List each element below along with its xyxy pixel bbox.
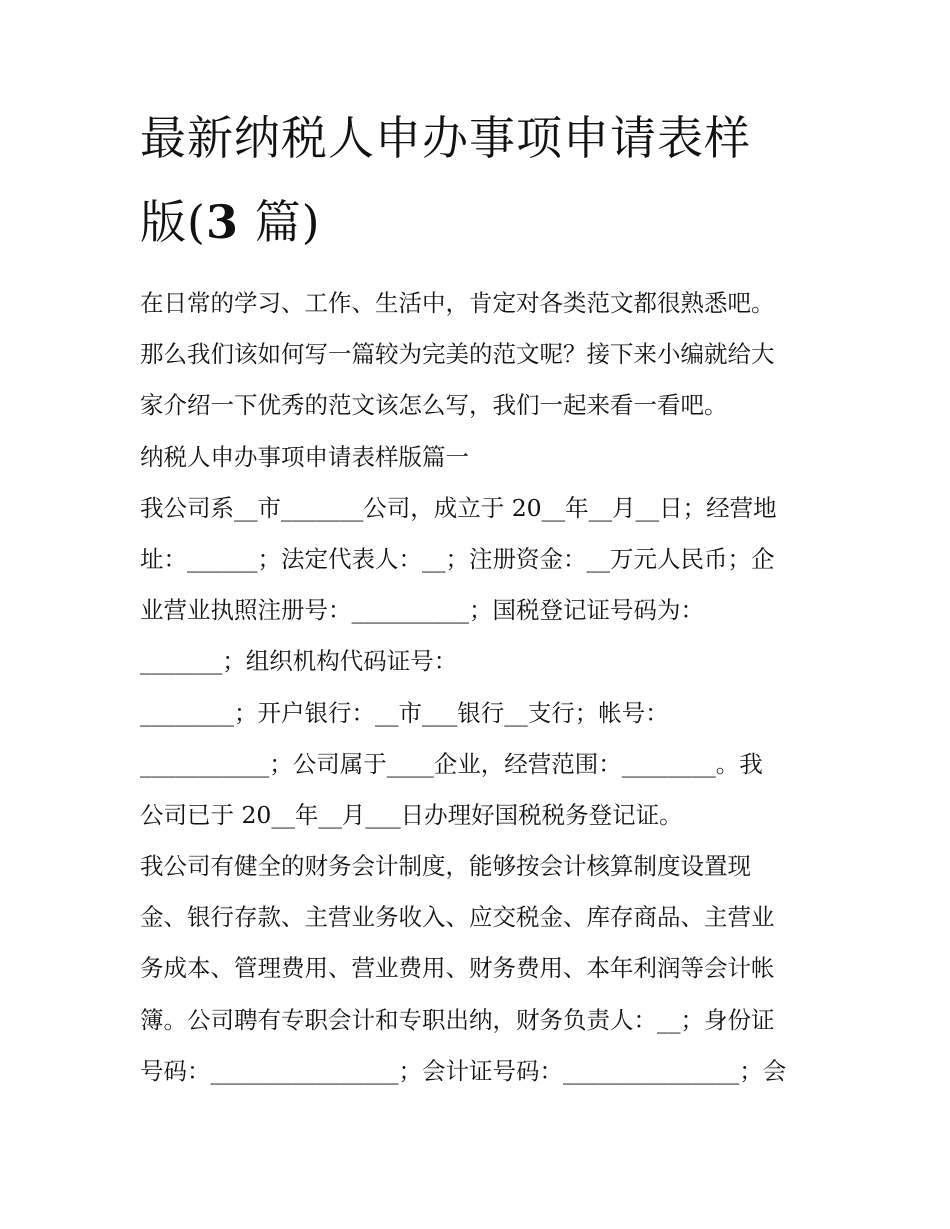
body-line-7: 业营业执照注册号：__________；国税登记证号码为： (140, 596, 704, 625)
body-line-5: 我公司系__市_______公司，成立于 20__年__月__日；经营地 (140, 493, 777, 522)
intro-line-1: 在日常的学习、工作、生活中，肯定对各类范文都很熟悉吧。 (140, 289, 775, 317)
title-line-2: 版(3 篇) (140, 195, 321, 249)
body-line-13: 金、银行存款、主营业务收入、应交税金、库存商品、主营业 (140, 903, 775, 932)
body-line-16: 号码：________________；会计证号码：_______________；会 (140, 1056, 787, 1085)
body-line-10: ___________；公司属于____企业，经营范围：________。我 (140, 749, 763, 778)
body-line-15: 簿。公司聘有专职会计和专职出纳，财务负责人：__；身份证 (140, 1005, 775, 1034)
body-line-8: _______；组织机构代码证号： (140, 647, 458, 676)
body-line-12: 我公司有健全的财务会计制度，能够按会计核算制度设置现 (140, 852, 751, 881)
body-line-9: ________；开户银行：__市___银行__支行；帐号： (140, 698, 669, 727)
document-title (140, 108, 820, 276)
section-heading: 纳税人申办事项申请表样版篇一 (140, 442, 469, 471)
document-body (140, 278, 820, 1097)
intro-line-2: 那么我们该如何写一篇较为完美的范文呢？接下来小编就给大 (140, 340, 775, 369)
title-line-1: 最新纳税人申办事项申请表样 (140, 111, 751, 165)
body-line-14: 务成本、管理费用、营业费用、财务费用、本年利润等会计帐 (140, 954, 775, 983)
body-line-11: 公司已于 20__年__月___日办理好国税税务登记证。 (140, 800, 683, 829)
intro-line-3: 家介绍一下优秀的范文该怎么写，我们一起来看一看吧。 (140, 391, 728, 420)
body-line-6: 址：______；法定代表人：__；注册资金：__万元人民币；企 (140, 544, 775, 573)
